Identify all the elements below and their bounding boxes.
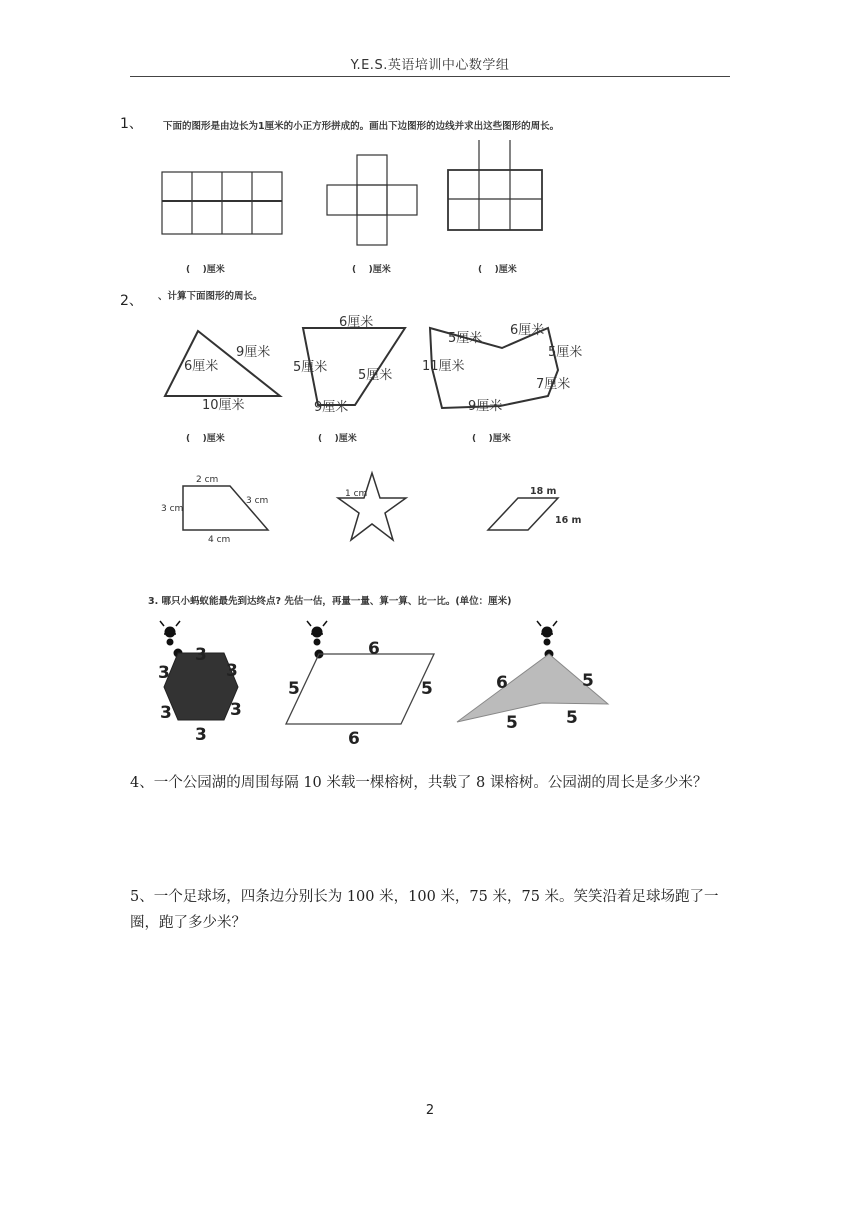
header-rule <box>130 76 730 77</box>
q2-polygon-label-1: 5厘米 <box>448 331 483 346</box>
q2-polygon-label-5: 7厘米 <box>536 377 571 392</box>
q3-hexagon-label-2: 3 <box>226 661 238 681</box>
q2-triangle-label-3: 10厘米 <box>202 398 245 413</box>
q2-figures-row1 <box>150 308 600 420</box>
q1-grid-with-lines <box>448 140 542 230</box>
q1-blank-3: ( )厘米 <box>478 265 517 275</box>
q3-hexagon-label-3: 3 <box>158 663 170 683</box>
q1-number: 1、 <box>120 116 143 132</box>
q2-polygon-label-4: 11厘米 <box>422 359 465 374</box>
ant-icon <box>307 621 327 658</box>
q3-parallelogram-label-3: 5 <box>421 679 433 699</box>
q3-kite-label-1: 6 <box>496 673 508 693</box>
q1-blank-2: ( )厘米 <box>352 265 391 275</box>
ant-icon <box>160 621 182 657</box>
q3-kite-label-3: 5 <box>506 713 518 733</box>
q3-hexagon-label-1: 3 <box>195 645 207 665</box>
q2-figures-row2 <box>150 468 600 553</box>
q3-parallelogram-label-1: 6 <box>368 639 380 659</box>
q1-instruction: 下面的图形是由边长为1厘米的小正方形拼成的。画出下边图形的边线并求出这些图形的周长。 <box>163 121 560 132</box>
q1-figures <box>150 135 570 250</box>
q2-parallelogram-label-2: 16 m <box>555 515 582 526</box>
q4-text: 4、一个公园湖的周围每隔 10 米载一棵榕树，共载了 8 课榕树。公园湖的周长是多少米？ <box>130 775 708 791</box>
q3-kite-label-2: 5 <box>582 671 594 691</box>
q2-blank-2: ( )厘米 <box>318 434 357 444</box>
q2-trapezoid-label-3: 5厘米 <box>358 368 393 383</box>
q2-blank-3: ( )厘米 <box>472 434 511 444</box>
q2-parallelogram <box>488 498 558 530</box>
q2-polygon-label-6: 9厘米 <box>468 399 503 414</box>
q3-figures <box>150 612 620 752</box>
q2-number: 2、 <box>120 293 143 309</box>
q2-trapezoid-cm <box>183 486 268 530</box>
q3-instruction: 3. 哪只小蚂蚁能最先到达终点? 先估一估，再量一量、算一算、比一比。(单位：厘米) <box>148 596 512 607</box>
q2-trapezoid-cm-label-2: 3 cm <box>246 496 269 506</box>
q2-trapezoid-label-1: 6厘米 <box>339 315 374 330</box>
q2-star-label: 1 cm <box>345 489 368 499</box>
page-number: 2 <box>425 1103 435 1118</box>
q2-triangle-label-2: 6厘米 <box>184 359 219 374</box>
q2-star <box>338 473 406 540</box>
q2-triangle-label-1: 9厘米 <box>236 345 271 360</box>
q2-trapezoid-cm-label-1: 2 cm <box>196 475 219 485</box>
q2-polygon-label-3: 5厘米 <box>548 345 583 360</box>
q2-trapezoid-cm-label-4: 4 cm <box>208 535 231 545</box>
page-header: Y.E.S.英语培训中心数学组 <box>350 58 510 73</box>
q3-kite-label-4: 5 <box>566 708 578 728</box>
q2-instruction: 、计算下面图形的周长。 <box>158 291 263 302</box>
q5-text: 5、一个足球场，四条边分别长为 100 米，100 米，75 米，75 米。笑笑沿着足球场跑了一圈，跑了多少米？ <box>130 889 719 931</box>
q3-parallelogram-label-4: 6 <box>348 729 360 749</box>
q2-parallelogram-label-1: 18 m <box>530 486 557 497</box>
ant-icon <box>537 621 557 658</box>
q2-blank-1: ( )厘米 <box>186 434 225 444</box>
q3-hexagon-label-6: 3 <box>195 725 207 745</box>
q1-cross-shape <box>327 155 417 245</box>
q2-triangle <box>165 331 280 396</box>
q2-polygon-label-2: 6厘米 <box>510 323 545 338</box>
q3-hexagon-label-5: 3 <box>230 700 242 720</box>
q2-trapezoid-label-2: 5厘米 <box>293 360 328 375</box>
q3-parallelogram <box>286 654 434 724</box>
q2-trapezoid-label-4: 9厘米 <box>314 400 349 415</box>
q3-hexagon-label-4: 3 <box>160 703 172 723</box>
q1-blank-1: ( )厘米 <box>186 265 225 275</box>
q1-grid-rectangle <box>162 172 282 234</box>
q3-parallelogram-label-2: 5 <box>288 679 300 699</box>
q2-trapezoid-cm-label-3: 3 cm <box>161 504 184 514</box>
